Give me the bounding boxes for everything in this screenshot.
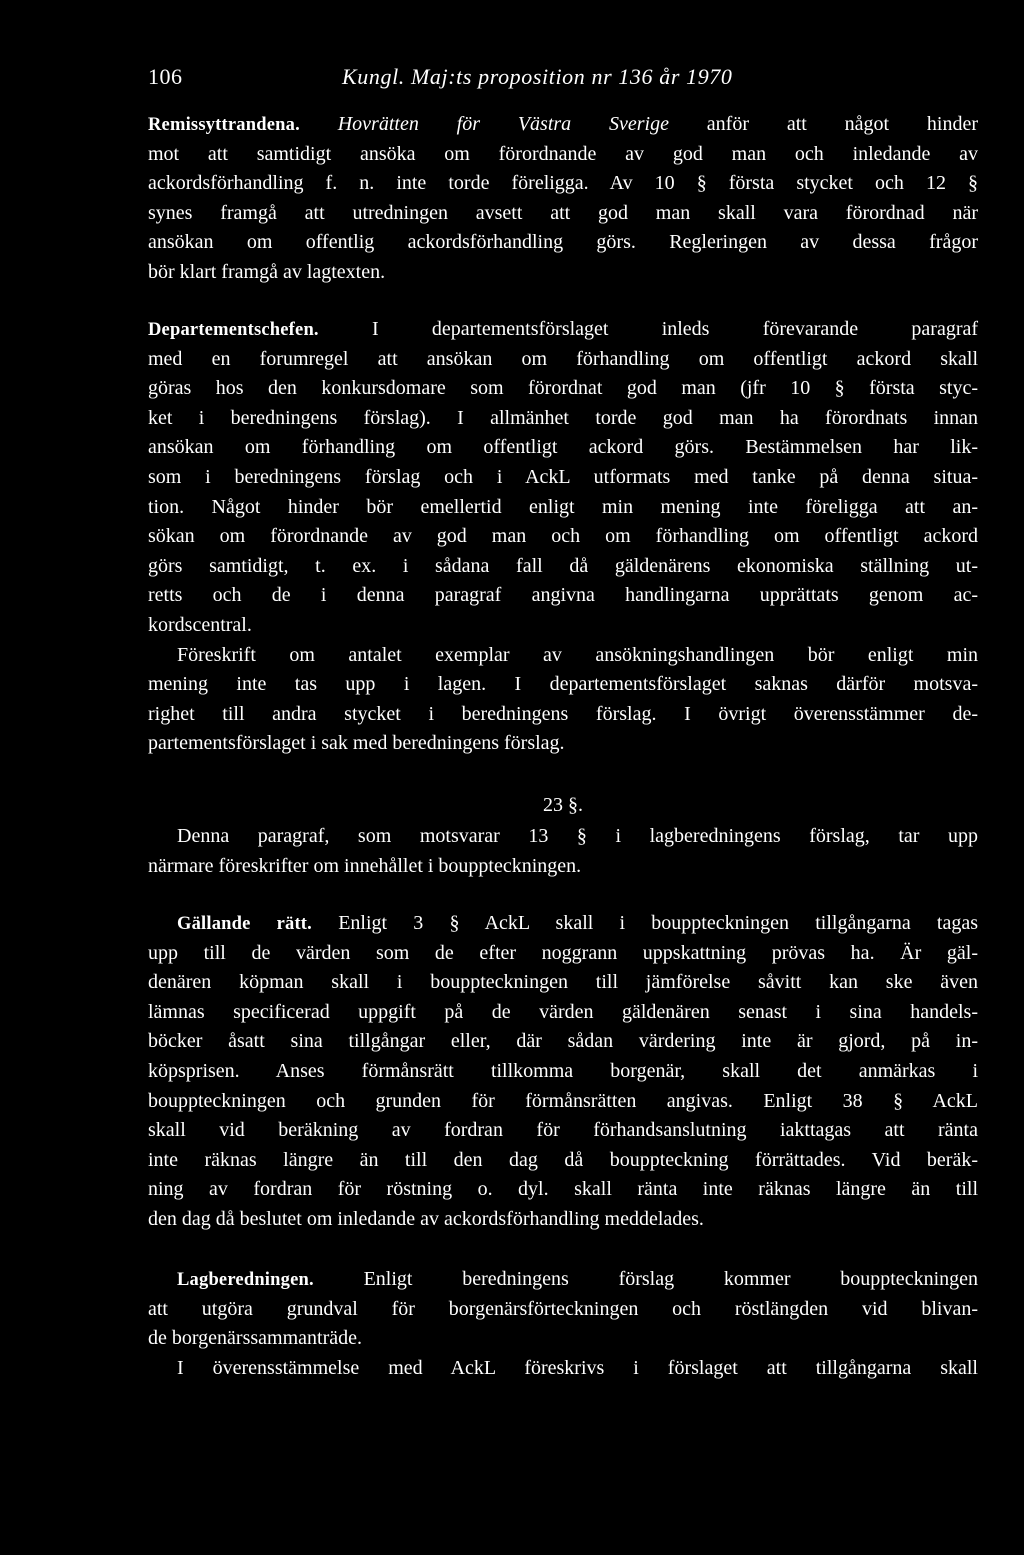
court-name: Hovrätten för Västra Sverige — [337, 113, 669, 135]
dept-line: ansökan om förhandling om offentligt ackord görs. Bestämmelsen har lik- — [148, 436, 978, 459]
gallande-line: böcker åsatt sina tillgångar eller, där sådan värdering inte är gjord, på in- — [148, 1030, 978, 1053]
page-number: 106 — [148, 64, 183, 89]
lagb-para2-line: I överensstämmelse med AckL föreskrivs i förslaget att tillgångarna skall — [177, 1356, 978, 1379]
section-line: Denna paragraf, som motsvarar 13 § i lagberedningens förslag, tar upp — [177, 825, 978, 847]
lagb-heading: Lagberedningen. — [177, 1270, 314, 1290]
remiss-line-1 — [148, 110, 978, 140]
dept-line-1-rest: I departementsförslaget inleds förevarande paragraf — [372, 318, 979, 340]
remiss-line: mot att samtidigt ansöka om förordnande av god man och inledande av — [148, 142, 978, 165]
remiss-line: bör klart framgå av lagtexten. — [148, 260, 386, 283]
page-header — [148, 64, 978, 96]
dept-line: som i beredningens förslag och i AckL utformats med tanke på denna situa- — [148, 465, 978, 488]
gallande-line: inte räknas längre än till den dag då bouppteckning förrättades. Vid beräk- — [148, 1148, 978, 1171]
gallande-line: ning av fordran för röstning o. dyl. skall ränta inte räknas längre än till — [148, 1178, 978, 1201]
remiss-line: synes framgå att utredningen avsett att god man skall vara förordnad när — [148, 201, 978, 224]
gallande-line-1-rest: Enligt 3 § AckL skall i bouppteckningen tillgångarna tagas — [338, 912, 979, 934]
remiss-line: ackordsförhandling f. n. inte torde föreligga. Av 10 § första stycket och 12 § — [148, 172, 978, 195]
lagb-line-1-rest: Enligt beredningens förslag kommer bouppteckningen — [363, 1268, 978, 1290]
dept-line: kordscentral. — [148, 613, 252, 636]
dept-line: ket i beredningens förslag). I allmänhet torde god man ha förordnats innan — [148, 406, 978, 429]
lagb-section — [148, 1265, 978, 1383]
remiss-section — [148, 110, 978, 288]
dept-heading: Departementschefen. — [148, 320, 319, 340]
lagb-line: de borgenärssammanträde. — [148, 1327, 362, 1350]
dept-para2-line: Föreskrift om antalet exemplar av ansökningshandlingen bör enligt min — [177, 643, 978, 666]
dept-line: görs samtidigt, t. ex. i sådana fall då gäldenärens ekonomiska ställning ut- — [148, 554, 978, 577]
gallande-heading: Gällande rätt. — [177, 914, 312, 934]
dept-line: sökan om förordnande av god man och om förhandling om offentligt ackord — [148, 525, 978, 548]
dept-line: med en forumregel att ansökan om förhandling om offentligt ackord skall — [148, 347, 978, 370]
dept-line: retts och de i denna paragraf angivna handlingarna upprättats genom ac- — [148, 584, 978, 607]
remiss-heading: Remissyttrandena. — [148, 115, 300, 135]
gallande-line-1 — [148, 909, 978, 939]
dept-line-1 — [148, 315, 978, 345]
dept-para2-line: partementsförslaget i sak med beredningens förslag. — [148, 732, 565, 755]
gallande-line: köpsprisen. Anses förmånsrätt tillkomma borgenär, skall det anmärkas i — [148, 1059, 978, 1082]
dept-section — [148, 315, 978, 759]
gallande-section — [148, 909, 978, 1235]
gallande-line: den dag då beslutet om inledande av ackordsförhandling meddelades. — [148, 1207, 704, 1230]
dept-para2-line: mening inte tas upp i lagen. I departementsförslaget saknas därför motsva- — [148, 673, 978, 696]
dept-para2-line: righet till andra stycket i beredningens förslag. I övrigt överensstämmer de- — [148, 702, 978, 725]
lagb-line: att utgöra grundval för borgenärsförteckningen och röstlängden vid blivan- — [148, 1297, 978, 1320]
gallande-line: upp till de värden som de efter noggrann uppskattning prövas ha. Är gäl- — [148, 941, 978, 964]
dept-line: göras hos den konkursdomare som förordnat god man (jfr 10 § första styc- — [148, 377, 978, 400]
section-23-text — [148, 822, 978, 881]
gallande-line: denären köpman skall i bouppteckningen till jämförelse såvitt kan ske även — [148, 971, 978, 994]
section-number: 23 §. — [543, 794, 583, 816]
section-line: närmare föreskrifter om innehållet i bouppteckningen. — [148, 854, 582, 877]
remiss-line: ansökan om offentlig ackordsförhandling görs. Regleringen av dessa frågor — [148, 231, 978, 254]
gallande-line: bouppteckningen och grunden för förmånsrätten angivas. Enligt 38 § AckL — [148, 1089, 978, 1112]
remiss-line-1-rest: anför att något hinder — [706, 113, 978, 135]
gallande-line: skall vid beräkning av fordran för förhandsanslutning iakttagas att ränta — [148, 1119, 978, 1142]
running-title: Kungl. Maj:ts proposition nr 136 år 1970 — [342, 64, 733, 89]
gallande-line: lämnas specificerad uppgift på de värden gäldenären senast i sina handels- — [148, 1000, 978, 1023]
dept-line: tion. Något hinder bör emellertid enligt min mening inte föreligga att an- — [148, 495, 978, 518]
lagb-line-1 — [148, 1265, 978, 1295]
